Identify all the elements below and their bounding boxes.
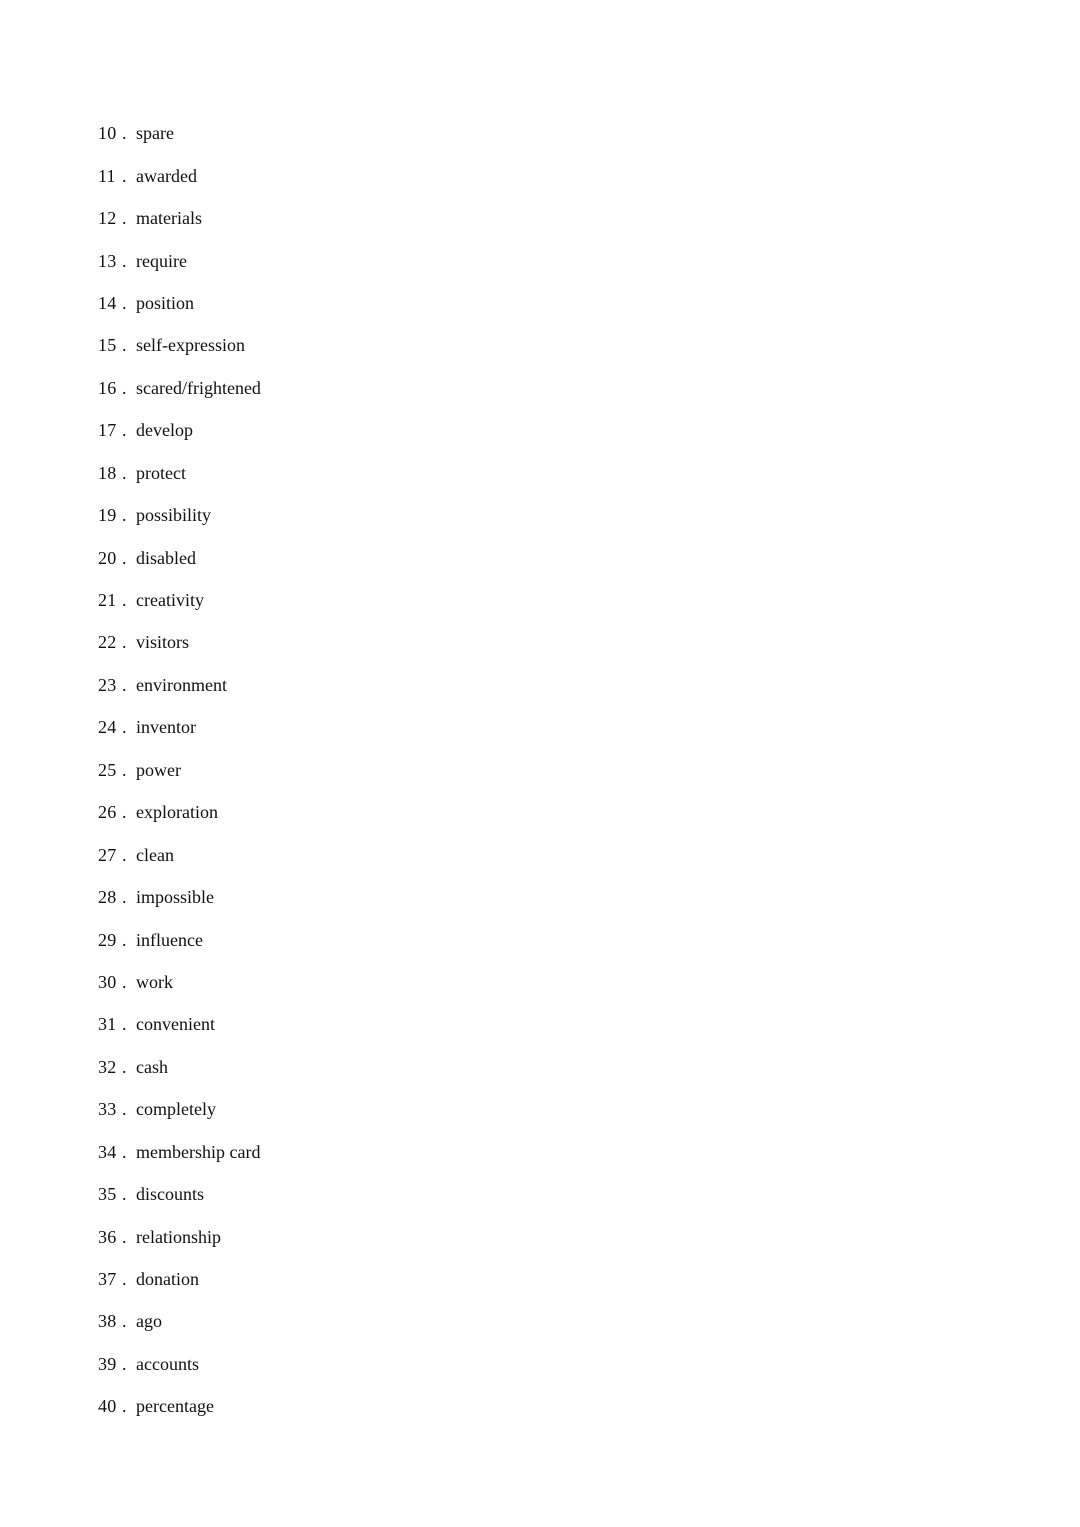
item-number: 31 [98,1014,117,1035]
item-answer: completely [136,1099,216,1120]
item-number: 21 [98,590,117,611]
answer-item [98,749,698,791]
answer-item [98,197,698,239]
answer-item [98,1173,698,1215]
answer-item [98,1131,698,1173]
item-answer: membership card [136,1141,261,1162]
item-answer: scared/frightened [136,377,261,398]
item-separator: . [122,590,127,611]
item-separator: . [122,802,127,823]
answer-item [98,112,698,154]
answer-item [98,918,698,960]
item-number: 17 [98,420,117,441]
item-answer: donation [136,1269,199,1290]
item-separator: . [122,165,127,186]
item-answer: awarded [136,165,197,186]
item-number: 28 [98,887,117,908]
item-separator: . [122,717,127,738]
answer-item [98,452,698,494]
item-separator: . [122,1141,127,1162]
item-answer: influence [136,929,203,950]
item-separator: . [122,335,127,356]
answer-item [98,1046,698,1088]
answer-list [98,112,698,1428]
item-answer: percentage [136,1396,214,1417]
item-number: 19 [98,505,117,526]
item-separator: . [122,1311,127,1332]
item-number: 38 [98,1311,117,1332]
answer-item [98,1258,698,1300]
item-number: 23 [98,674,117,695]
item-separator: . [122,759,127,780]
item-number: 39 [98,1353,117,1374]
item-answer: impossible [136,887,215,908]
item-number: 35 [98,1184,117,1205]
answer-item [98,494,698,536]
item-separator: . [122,674,127,695]
item-answer: spare [136,123,174,144]
item-number: 32 [98,1056,117,1077]
item-separator: . [122,1396,127,1417]
answer-item [98,409,698,451]
answer-item [98,282,698,324]
item-separator: . [122,420,127,441]
item-separator: . [122,887,127,908]
item-separator: . [122,208,127,229]
item-number: 22 [98,632,117,653]
item-answer: materials [136,208,202,229]
item-answer: convenient [136,1014,215,1035]
answer-item [98,154,698,196]
item-separator: . [122,123,127,144]
item-number: 33 [98,1099,117,1120]
item-separator: . [122,377,127,398]
answer-item [98,1003,698,1045]
item-number: 40 [98,1396,117,1417]
item-number: 34 [98,1141,117,1162]
answer-item [98,367,698,409]
item-number: 24 [98,717,117,738]
item-number: 10 [98,123,117,144]
answer-item [98,1215,698,1257]
item-answer: accounts [136,1353,199,1374]
answer-item [98,579,698,621]
item-number: 15 [98,335,117,356]
item-answer: creativity [136,590,204,611]
item-separator: . [122,462,127,483]
item-number: 16 [98,377,117,398]
item-answer: environment [136,674,227,695]
item-number: 29 [98,929,117,950]
item-answer: disabled [136,547,196,568]
answer-item [98,621,698,663]
item-separator: . [122,1056,127,1077]
item-separator: . [122,547,127,568]
item-separator: . [122,250,127,271]
item-separator: . [122,505,127,526]
answer-item [98,1088,698,1130]
answer-item [98,536,698,578]
item-separator: . [122,292,127,313]
item-separator: . [122,929,127,950]
item-number: 37 [98,1269,117,1290]
item-separator: . [122,1353,127,1374]
item-number: 13 [98,250,117,271]
item-answer: exploration [136,802,218,823]
item-separator: . [122,1269,127,1290]
item-answer: possibility [136,505,212,526]
item-answer: work [136,971,173,992]
item-separator: . [122,1099,127,1120]
answer-item [98,961,698,1003]
item-separator: . [122,1226,127,1247]
item-number: 18 [98,462,117,483]
item-separator: . [122,1014,127,1035]
item-answer: cash [136,1056,168,1077]
item-answer: relationship [136,1226,221,1247]
answer-item [98,791,698,833]
item-number: 30 [98,971,117,992]
item-separator: . [122,632,127,653]
answer-item [98,1300,698,1342]
item-number: 14 [98,292,117,313]
item-number: 20 [98,547,117,568]
item-number: 26 [98,802,117,823]
item-number: 12 [98,208,117,229]
item-answer: power [136,759,181,780]
item-separator: . [122,1184,127,1205]
item-answer: discounts [136,1184,205,1205]
answer-item [98,239,698,281]
answer-item [98,1343,698,1385]
item-separator: . [122,971,127,992]
answer-item [98,664,698,706]
item-answer: position [136,292,195,313]
item-number: 27 [98,844,117,865]
answer-item [98,876,698,918]
item-answer: visitors [136,632,190,653]
item-answer: develop [136,420,193,441]
item-number: 11 [98,165,116,186]
answer-item [98,1385,698,1427]
item-answer: inventor [136,717,196,738]
answer-item [98,324,698,366]
item-answer: self-expression [136,335,245,356]
item-answer: require [136,250,187,271]
item-answer: clean [136,844,174,865]
item-number: 36 [98,1226,117,1247]
item-separator: . [122,844,127,865]
item-number: 25 [98,759,117,780]
item-answer: protect [136,462,186,483]
answer-item [98,833,698,875]
answer-item [98,706,698,748]
item-answer: ago [136,1311,162,1332]
